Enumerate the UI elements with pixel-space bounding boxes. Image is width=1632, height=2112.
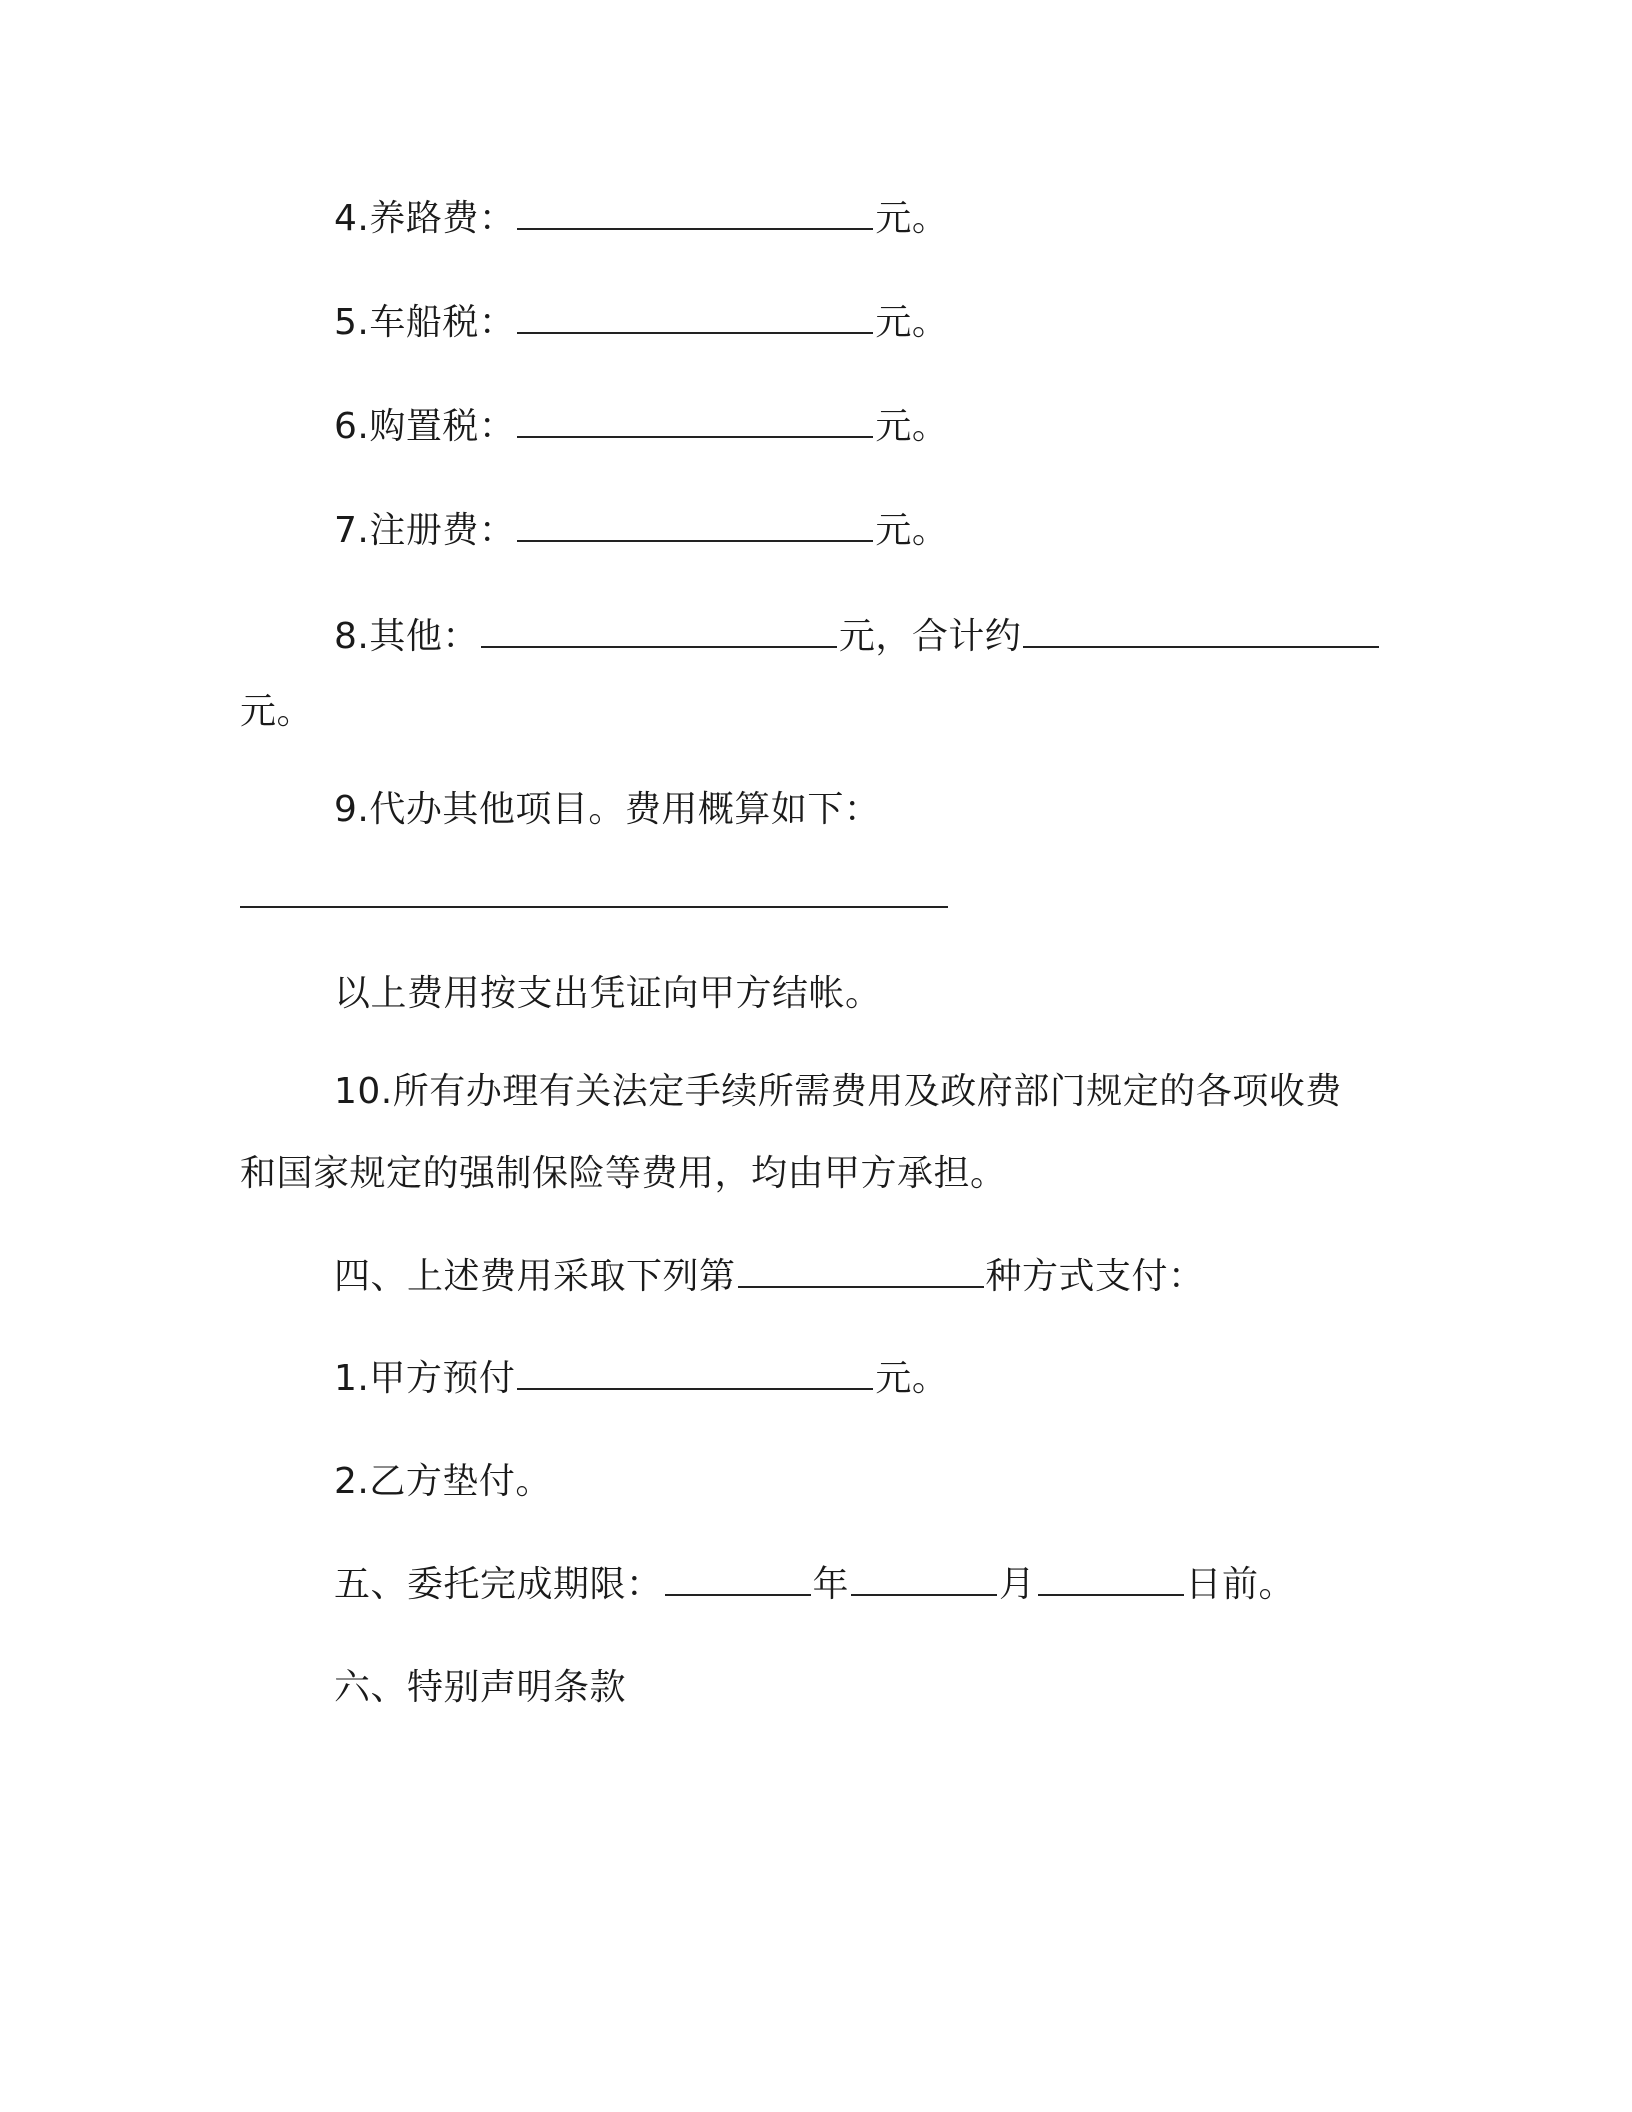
fee-registration-unit: 元。 xyxy=(875,510,949,551)
settlement-line xyxy=(334,970,882,1018)
fee-vehicle-tax-label: 5.车船税： xyxy=(334,302,516,343)
fee-purchase-tax-label: 6.购置税： xyxy=(334,406,516,447)
fee-road-maintenance-blank[interactable] xyxy=(517,194,873,230)
prepay-blank[interactable] xyxy=(517,1354,873,1390)
other-items-blank[interactable] xyxy=(240,872,948,908)
prepay-label: 1.甲方预付 xyxy=(334,1358,516,1399)
clause-10-line-1 xyxy=(334,1068,1342,1116)
deadline-year-label: 年 xyxy=(812,1564,850,1605)
other-items-text: 9.代办其他项目。费用概算如下： xyxy=(334,789,881,830)
fee-purchase-tax-blank[interactable] xyxy=(517,402,873,438)
fee-road-maintenance-line xyxy=(334,194,948,243)
fee-other-line-end xyxy=(240,688,313,736)
clause-10-text-1: 10.所有办理有关法定手续所需费用及政府部门规定的各项收费 xyxy=(334,1071,1342,1112)
fee-other-mid: 元，合计约 xyxy=(838,616,1022,657)
deadline-day-label: 日前。 xyxy=(1185,1564,1296,1605)
other-items-blank-line xyxy=(240,872,948,921)
fee-other-blank[interactable] xyxy=(481,612,837,648)
fee-total-blank[interactable] xyxy=(1023,612,1379,648)
fee-vehicle-tax-unit: 元。 xyxy=(875,302,949,343)
section-5-line xyxy=(334,1560,1295,1609)
settlement-text: 以上费用按支出凭证向甲方结帐。 xyxy=(334,973,882,1014)
fee-road-maintenance-label: 4.养路费： xyxy=(334,198,516,239)
fee-registration-blank[interactable] xyxy=(517,506,873,542)
payment-method-blank[interactable] xyxy=(738,1252,984,1288)
section-5-label: 五、委托完成期限： xyxy=(334,1564,663,1605)
prepay-unit: 元。 xyxy=(875,1358,949,1399)
section-4-heading xyxy=(334,1252,1205,1301)
clause-10-text-2: 和国家规定的强制保险等费用，均由甲方承担。 xyxy=(240,1153,1007,1194)
fee-other-line xyxy=(334,612,1381,661)
section-6-text: 六、特别声明条款 xyxy=(334,1667,627,1708)
fee-other-label: 8.其他： xyxy=(334,616,479,657)
fee-purchase-tax-unit: 元。 xyxy=(875,406,949,447)
section-4-pre: 四、上述费用采取下列第 xyxy=(334,1256,736,1297)
fee-total-unit: 元。 xyxy=(240,691,314,732)
other-items-line xyxy=(334,786,880,834)
deadline-year-blank[interactable] xyxy=(665,1560,811,1596)
fee-vehicle-tax-line xyxy=(334,298,948,347)
advance-pay-text: 2.乙方垫付。 xyxy=(334,1461,552,1502)
clause-10-line-2 xyxy=(240,1150,1007,1198)
deadline-month-blank[interactable] xyxy=(851,1560,997,1596)
deadline-day-blank[interactable] xyxy=(1038,1560,1184,1596)
advance-pay-line xyxy=(334,1458,552,1506)
fee-purchase-tax-line xyxy=(334,402,948,451)
fee-vehicle-tax-blank[interactable] xyxy=(517,298,873,334)
deadline-month-label: 月 xyxy=(999,1564,1036,1605)
section-6-heading xyxy=(334,1664,626,1712)
fee-registration-line xyxy=(334,506,948,555)
fee-registration-label: 7.注册费： xyxy=(334,510,516,551)
section-4-post: 种方式支付： xyxy=(985,1256,1205,1297)
fee-road-maintenance-unit: 元。 xyxy=(875,198,949,239)
prepay-line xyxy=(334,1354,948,1403)
